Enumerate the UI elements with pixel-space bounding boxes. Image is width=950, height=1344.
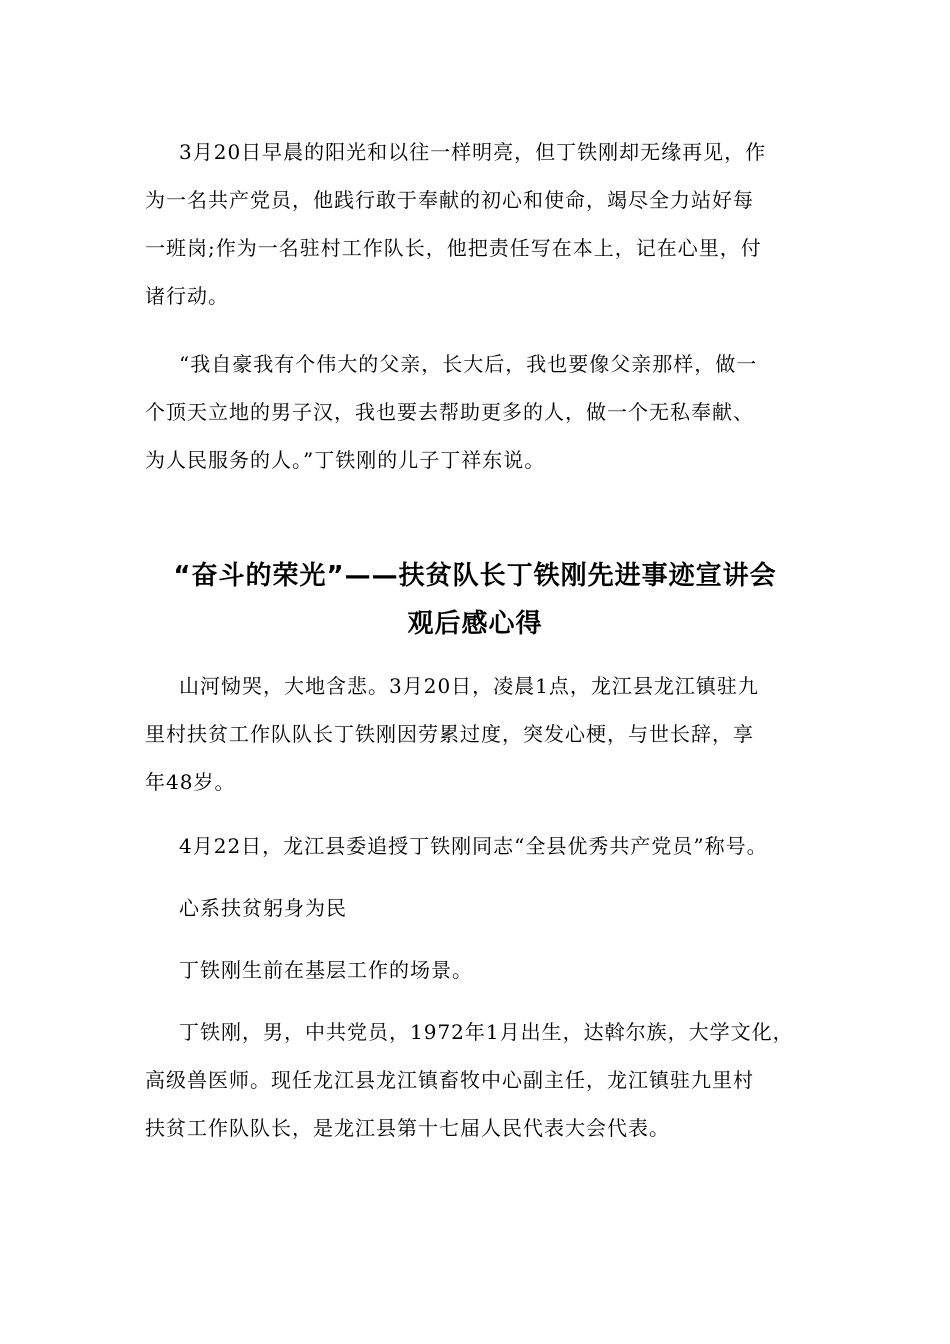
paragraph-line: 山河恸哭，大地含悲。3月20日，凌晨1点，龙江县龙江镇驻九 bbox=[179, 674, 759, 698]
paragraph-line: 诸行动。 bbox=[145, 284, 229, 308]
section-heading-poverty-relief bbox=[145, 884, 807, 932]
paragraph-line: 4月22日，龙江县委追授丁铁刚同志“全县优秀共产党员”称号。 bbox=[179, 834, 768, 858]
paragraph-line: 丁铁刚生前在基层工作的场景。 bbox=[179, 958, 473, 982]
paragraph-line: 3月20日早晨的阳光和以往一样明亮，但丁铁刚却无缘再见，作 bbox=[179, 140, 767, 164]
paragraph-line: 丁铁刚，男，中共党员，1972年1月出生，达斡尔族，大学文化， bbox=[179, 1020, 794, 1044]
paragraph-son-quote bbox=[145, 340, 807, 484]
paragraph-line: “我自豪我有个伟大的父亲，长大后，我也要像父亲那样，做一 bbox=[179, 352, 758, 376]
paragraph-line: 里村扶贫工作队队长丁铁刚因劳累过度，突发心梗，与世长辞，享 bbox=[145, 722, 754, 746]
article-title bbox=[110, 552, 840, 648]
paragraph-line: 年48岁。 bbox=[145, 770, 236, 794]
paragraph-line: 高级兽医师。现任龙江县龙江镇畜牧中心副主任，龙江镇驻九里村 bbox=[145, 1068, 754, 1092]
title-line-1: “奋斗的荣光”——扶贫队长丁铁刚先进事迹宣讲会 bbox=[173, 561, 777, 591]
paragraph-line: 为一名共产党员，他践行敢于奉献的初心和使命，竭尽全力站好每 bbox=[145, 188, 754, 212]
paragraph-honor-title bbox=[145, 822, 807, 870]
paragraph-biography bbox=[145, 1008, 807, 1152]
paragraph-line: 个顶天立地的男子汉，我也要去帮助更多的人，做一个无私奉献、 bbox=[145, 400, 754, 424]
paragraph-line: 扶贫工作队队长，是龙江县第十七届人民代表大会代表。 bbox=[145, 1116, 670, 1140]
paragraph-mourning bbox=[145, 662, 807, 806]
paragraph-line: 一班岗;作为一名驻村工作队长，他把责任写在本上，记在心里，付 bbox=[145, 236, 762, 260]
title-line-2: 观后感心得 bbox=[407, 609, 543, 639]
photo-caption bbox=[145, 946, 807, 994]
paragraph-line: 心系扶贫躬身为民 bbox=[179, 896, 347, 920]
paragraph-morning-sunlight bbox=[145, 128, 807, 320]
paragraph-line: 为人民服务的人。”丁铁刚的儿子丁祥东说。 bbox=[145, 448, 546, 472]
